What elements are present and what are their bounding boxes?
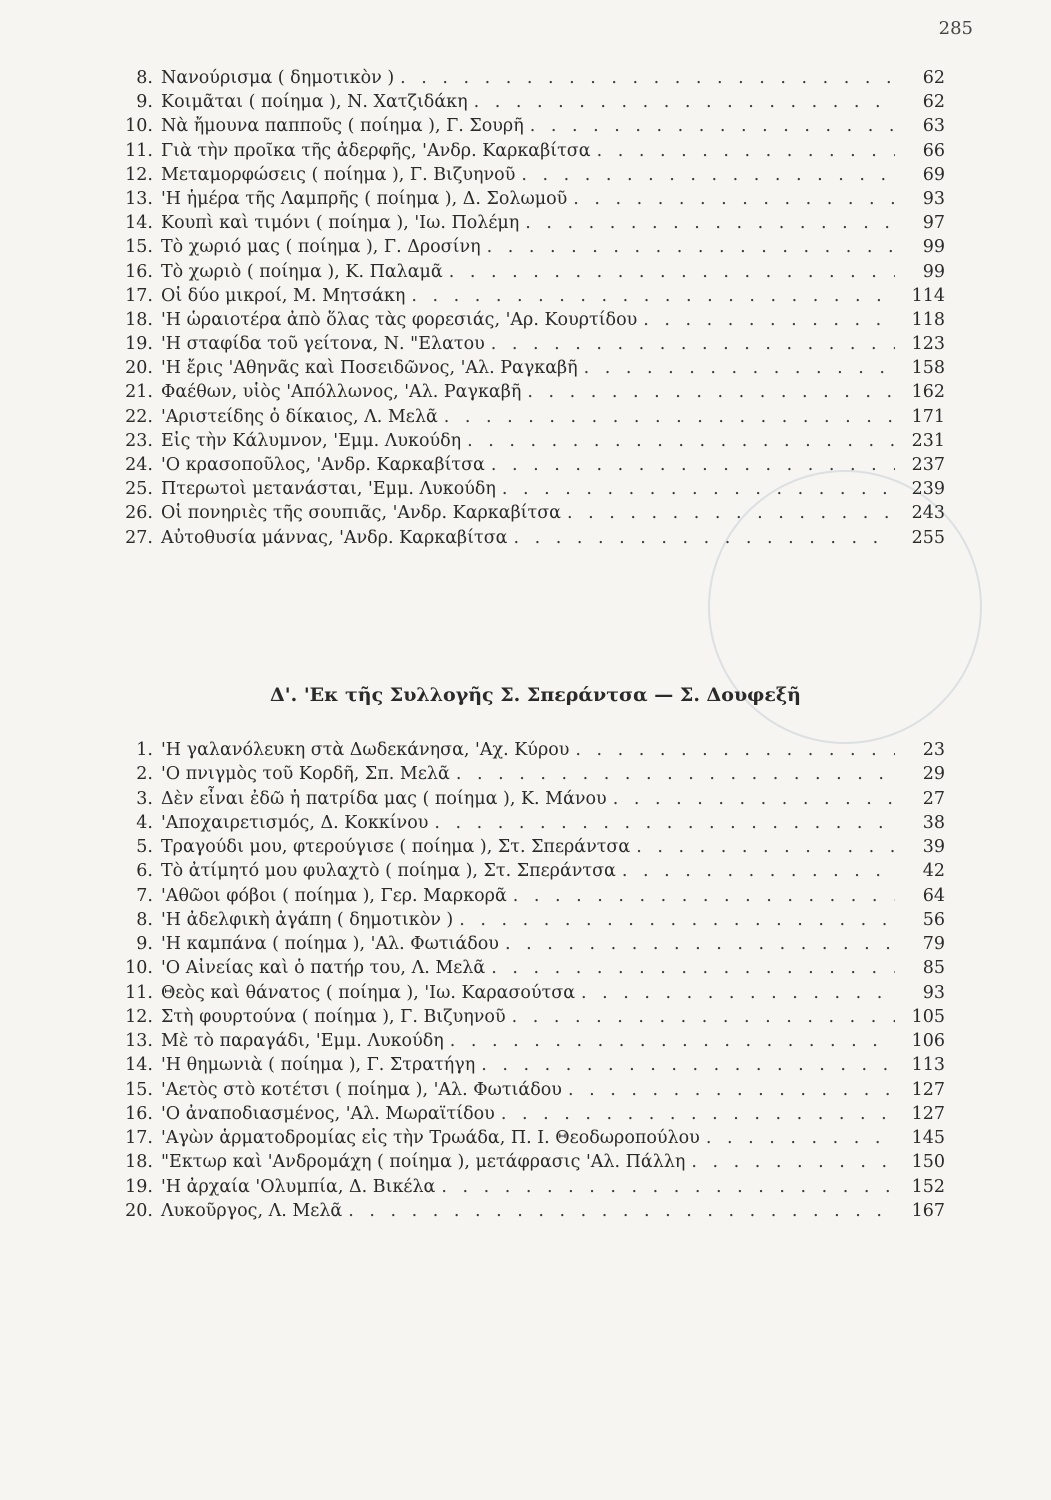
entry-title: Νὰ ἤμουνα παπποῦς ( ποίημα ), Γ. Σουρῆ [161, 116, 524, 137]
entry-title: 'Η σταφίδα τοῦ γείτονα, Ν. "Ελατου [161, 334, 485, 355]
toc-entry [105, 811, 945, 835]
entry-number: 16. [125, 261, 153, 282]
entry-title: Τὸ χωριὸ ( ποίημα ), Κ. Παλαμᾶ [161, 261, 443, 282]
entry-title: 'Η ἀδελφικὴ ἀγάπη ( δημοτικὸν ) [161, 909, 454, 930]
toc-entry [105, 501, 945, 525]
entry-title: Αὐτοθυσία μάννας, 'Ανδρ. Καρκαβίτσα [161, 527, 508, 548]
entry-page: 123 [911, 334, 945, 355]
entry-number: 18. [125, 1152, 153, 1173]
entry-page: 150 [911, 1152, 945, 1173]
dot-leader [400, 66, 895, 90]
entry-page: 39 [922, 837, 945, 857]
entry-page: 162 [911, 382, 945, 403]
entry-page: 62 [922, 68, 945, 88]
entry-page: 85 [922, 958, 945, 979]
entry-page: 93 [922, 188, 945, 209]
entry-page: 63 [922, 116, 945, 137]
entry-page: 237 [911, 455, 945, 475]
dot-leader [613, 787, 895, 811]
entry-page: 27 [922, 788, 945, 809]
entry-number: 19. [125, 334, 153, 355]
entry-page: 127 [911, 1079, 945, 1100]
entry-page: 69 [922, 164, 945, 185]
toc-entry [105, 1053, 945, 1077]
dot-leader [505, 932, 895, 956]
dot-leader [501, 1102, 895, 1126]
entry-page: 171 [911, 406, 945, 427]
entry-title: Τὸ ἀτίμητό μου φυλαχτὸ ( ποίημα ), Στ. Σπεράντσα [161, 861, 616, 882]
toc-entry [105, 1078, 945, 1102]
toc-section-a [105, 66, 945, 550]
entry-title: Θεὸς καὶ θάνατος ( ποίημα ), 'Ιω. Καρασούτσα [161, 982, 576, 1003]
entry-number: 1. [136, 740, 153, 760]
entry-number: 9. [136, 934, 153, 954]
dot-leader [348, 1199, 895, 1223]
dot-leader [568, 1078, 895, 1102]
dot-leader [456, 762, 895, 786]
toc-entry [105, 356, 945, 380]
entry-page: 239 [911, 479, 945, 500]
entry-title: 'Αθῶοι φόβοι ( ποίημα ), Γερ. Μαρκορᾶ [161, 885, 507, 906]
entry-title: 'Η ἔρις 'Αθηνᾶς καὶ Ποσειδῶνος, 'Αλ. Ραγκαβῆ [161, 358, 578, 379]
entry-number: 13. [125, 1031, 153, 1051]
dot-leader [441, 1175, 895, 1199]
entry-title: "Εκτωρ καὶ 'Ανδρομάχη ( ποίημα ), μετάφρασις 'Αλ. Πάλλη [161, 1152, 686, 1173]
entry-number: 13. [125, 188, 153, 209]
dot-leader [434, 811, 895, 835]
toc-entry [105, 187, 945, 211]
dot-leader [450, 1029, 895, 1053]
toc-entry [105, 332, 945, 356]
entry-page: 99 [922, 261, 945, 282]
entry-title: 'Αετὸς στὸ κοτέτσι ( ποίημα ), 'Αλ. Φωτιάδου [161, 1079, 562, 1100]
toc-entry [105, 308, 945, 332]
entry-page: 113 [911, 1055, 945, 1076]
entry-number: 15. [125, 1079, 153, 1100]
entry-number: 6. [136, 861, 153, 882]
entry-page: 38 [922, 812, 945, 833]
toc-entry [105, 1199, 945, 1223]
entry-page: 97 [922, 213, 945, 234]
entry-title: Μεταμορφώσεις ( ποίημα ), Γ. Βιζυηνοῦ [161, 164, 516, 185]
toc-entry [105, 284, 945, 308]
toc-entry [105, 405, 945, 429]
entry-title: Πτερωτοὶ μετανάσται, 'Εμμ. Λυκούδη [161, 479, 496, 500]
toc-entry [105, 429, 945, 453]
dot-leader [481, 1053, 895, 1077]
entry-number: 23. [125, 430, 153, 451]
entry-title: 'Αποχαιρετισμός, Δ. Κοκκίνου [161, 812, 429, 833]
entry-title: 'Ο ἀναποδιασμένος, 'Αλ. Μωραϊτίδου [161, 1103, 495, 1124]
dot-leader [491, 956, 895, 980]
toc-entry [105, 1126, 945, 1150]
entry-title: Οἱ δύο μικροί, Μ. Μητσάκη [161, 285, 406, 306]
entry-page: 29 [922, 764, 945, 785]
entry-page: 93 [922, 982, 945, 1003]
toc-entry [105, 1029, 945, 1053]
toc-entry [105, 932, 945, 956]
dot-leader [474, 90, 895, 114]
entry-title: Κουπὶ καὶ τιμόνι ( ποίημα ), 'Ιω. Πολέμη [161, 213, 520, 234]
toc-entry [105, 211, 945, 235]
entry-title: 'Η καμπάνα ( ποίημα ), 'Αλ. Φωτιάδου [161, 934, 499, 954]
section-heading: Δ'. 'Εκ τῆς Συλλογῆς Σ. Σπεράντσα — Σ. Δουφεξῆ [270, 684, 801, 706]
toc-entry [105, 1102, 945, 1126]
entry-number: 7. [136, 885, 153, 906]
dot-leader [491, 332, 895, 356]
entry-title: Τὸ χωριό μας ( ποίημα ), Γ. Δροσίνη [161, 237, 481, 258]
entry-page: 127 [911, 1103, 945, 1124]
entry-title: Κοιμᾶται ( ποίημα ), Ν. Χατζιδάκη [161, 92, 468, 113]
toc-entry [105, 477, 945, 501]
entry-page: 255 [911, 527, 945, 548]
entry-page: 167 [911, 1200, 945, 1221]
entry-number: 27. [125, 527, 153, 548]
entry-page: 79 [922, 934, 945, 954]
entry-title: 'Αριστείδης ὁ δίκαιος, Λ. Μελᾶ [161, 406, 438, 427]
page-number: 285 [938, 18, 973, 39]
entry-number: 5. [136, 837, 153, 857]
entry-page: 56 [922, 909, 945, 930]
toc-entry [105, 956, 945, 980]
entry-page: 114 [911, 285, 945, 306]
entry-number: 4. [136, 812, 153, 833]
dot-leader [459, 908, 895, 932]
dot-leader [512, 1005, 895, 1029]
entry-title: Νανούρισμα ( δημοτικὸν ) [161, 68, 395, 88]
entry-number: 11. [125, 982, 153, 1003]
toc-entry [105, 260, 945, 284]
entry-title: Μὲ τὸ παραγάδι, 'Εμμ. Λυκούδη [161, 1031, 444, 1051]
entry-number: 8. [136, 909, 153, 930]
dot-leader [467, 429, 895, 453]
entry-number: 15. [125, 237, 153, 258]
dot-leader [584, 356, 895, 380]
entry-title: 'Η ἡμέρα τῆς Λαμπρῆς ( ποίημα ), Δ. Σολωμοῦ [161, 188, 568, 209]
dot-leader [581, 981, 895, 1005]
dot-leader [527, 380, 895, 404]
entry-page: 152 [911, 1176, 945, 1197]
entry-number: 12. [125, 1006, 153, 1027]
entry-page: 105 [911, 1006, 945, 1027]
entry-number: 24. [125, 455, 153, 475]
entry-title: Δὲν εἶναι ἐδῶ ἡ πατρίδα μας ( ποίημα ), Κ. Μάνου [161, 788, 607, 809]
entry-number: 9. [136, 92, 153, 113]
entry-page: 66 [922, 140, 945, 161]
entry-number: 8. [136, 68, 153, 88]
entry-number: 19. [125, 1176, 153, 1197]
dot-leader [636, 835, 895, 859]
toc-entry [105, 884, 945, 908]
entry-number: 3. [136, 788, 153, 809]
entry-number: 17. [125, 1128, 153, 1148]
entry-title: Εἰς τὴν Κάλυμνον, 'Εμμ. Λυκούδη [161, 430, 462, 451]
toc-entry [105, 1005, 945, 1029]
entry-title: 'Η ἀρχαία 'Ολυμπία, Δ. Βικέλα [161, 1176, 436, 1197]
dot-leader [513, 526, 895, 550]
entry-title: Φαέθων, υἱὸς 'Απόλλωνος, 'Αλ. Ραγκαβῆ [161, 382, 522, 403]
toc-section-b [105, 738, 945, 1223]
entry-number: 17. [125, 285, 153, 306]
toc-entry [105, 787, 945, 811]
entry-page: 118 [911, 309, 945, 330]
dot-leader [567, 501, 895, 525]
dot-leader [573, 187, 895, 211]
entry-title: 'Ο Αἰνείας καὶ ὁ πατήρ του, Λ. Μελᾶ [161, 958, 486, 979]
dot-leader [444, 405, 895, 429]
entry-page: 158 [911, 358, 945, 379]
dot-leader [530, 114, 895, 138]
entry-title: 'Ο πνιγμὸς τοῦ Κορδῆ, Σπ. Μελᾶ [161, 764, 450, 785]
entry-page: 243 [911, 503, 945, 524]
entry-number: 11. [125, 140, 153, 161]
entry-title: Γιὰ τὴν προῖκα τῆς ἀδερφῆς, 'Ανδρ. Καρκαβίτσα [161, 140, 591, 161]
entry-title: 'Η γαλανόλευκη στὰ Δωδεκάνησα, 'Αχ. Κύρου [161, 740, 570, 760]
toc-entry [105, 908, 945, 932]
toc-entry [105, 453, 945, 477]
dot-leader [502, 477, 895, 501]
entry-number: 10. [125, 116, 153, 137]
dot-leader [449, 260, 895, 284]
toc-entry [105, 139, 945, 163]
dot-leader [491, 453, 895, 477]
dot-leader [513, 884, 895, 908]
toc-entry [105, 1150, 945, 1174]
entry-page: 106 [911, 1031, 945, 1051]
dot-leader [622, 859, 895, 883]
entry-title: 'Η θημωνιὰ ( ποίημα ), Γ. Στρατήγη [161, 1055, 476, 1076]
entry-title: Λυκοῦργος, Λ. Μελᾶ [161, 1200, 343, 1221]
entry-title: Τραγούδι μου, φτερούγισε ( ποίημα ), Στ. Σπεράντσα [161, 837, 631, 857]
entry-page: 64 [922, 885, 945, 906]
entry-title: 'Η ὡραιοτέρα ἀπὸ ὅλας τὰς φορεσιάς, 'Αρ. Κουρτίδου [161, 309, 638, 330]
entry-number: 10. [125, 958, 153, 979]
toc-entry [105, 90, 945, 114]
entry-number: 22. [125, 406, 153, 427]
entry-title: Στὴ φουρτούνα ( ποίημα ), Γ. Βιζυηνοῦ [161, 1006, 506, 1027]
dot-leader [411, 284, 895, 308]
entry-number: 14. [125, 1055, 153, 1076]
toc-entry [105, 526, 945, 550]
dot-leader [575, 738, 895, 762]
entry-number: 26. [125, 503, 153, 524]
toc-entry [105, 66, 945, 90]
toc-entry [105, 235, 945, 259]
entry-number: 25. [125, 479, 153, 500]
entry-number: 2. [136, 764, 153, 785]
toc-entry [105, 114, 945, 138]
entry-page: 62 [922, 92, 945, 113]
entry-title: 'Αγὼν ἁρματοδρομίας εἰς τὴν Τρωάδα, Π. Ι. Θεοδωροπούλου [161, 1128, 700, 1148]
entry-page: 231 [911, 430, 945, 451]
toc-entry [105, 1175, 945, 1199]
entry-page: 99 [922, 237, 945, 258]
dot-leader [525, 211, 895, 235]
entry-title: 'Ο κρασοποῦλος, 'Ανδρ. Καρκαβίτσα [161, 455, 485, 475]
dot-leader [706, 1126, 895, 1150]
entry-page: 145 [911, 1128, 945, 1148]
toc-entry [105, 981, 945, 1005]
toc-entry [105, 163, 945, 187]
entry-number: 18. [125, 309, 153, 330]
dot-leader [691, 1150, 895, 1174]
entry-number: 12. [125, 164, 153, 185]
dot-leader [487, 235, 895, 259]
toc-entry [105, 859, 945, 883]
entry-number: 14. [125, 213, 153, 234]
toc-entry [105, 738, 945, 762]
entry-page: 42 [922, 861, 945, 882]
entry-page: 23 [922, 740, 945, 760]
dot-leader [643, 308, 895, 332]
entry-title: Οἱ πονηριὲς τῆς σουπιᾶς, 'Ανδρ. Καρκαβίτσα [161, 503, 561, 524]
dot-leader [597, 139, 895, 163]
entry-number: 21. [125, 382, 153, 403]
entry-number: 16. [125, 1103, 153, 1124]
toc-entry [105, 762, 945, 786]
entry-number: 20. [125, 1200, 153, 1221]
toc-entry [105, 835, 945, 859]
dot-leader [521, 163, 895, 187]
toc-entry [105, 380, 945, 404]
entry-number: 20. [125, 358, 153, 379]
